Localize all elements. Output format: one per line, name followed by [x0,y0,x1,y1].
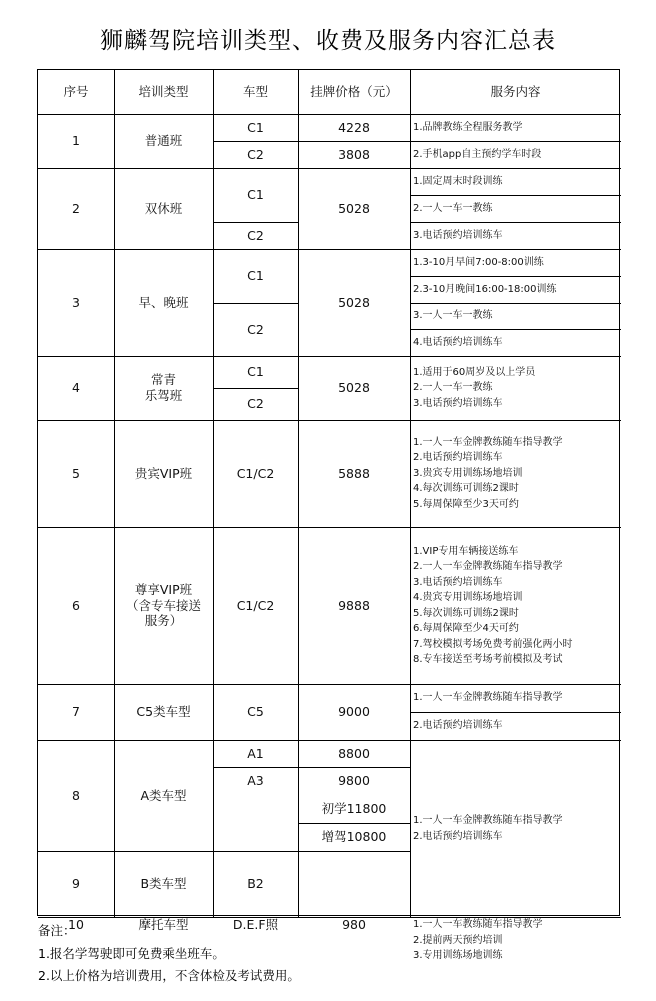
service-cell [410,527,621,684]
service-item: 7.驾校模拟考场免费考前强化两小时 [413,638,573,650]
service-item: 3.电话预约培训练车 [413,576,503,588]
grid-line [213,767,298,768]
grid-line [410,70,411,917]
price: 5028 [338,294,370,310]
service-item: 2.电话预约培训练车 [413,720,503,732]
vehicle-model: D.E.F照 [232,917,279,932]
service-item: 3.贵宾专用训练场地培训 [413,467,523,479]
training-type: C5类车型 [136,704,191,720]
row-number: 8 [72,787,80,803]
service-item: 3.电话预约培训练车 [413,229,503,241]
grid-line [38,356,621,357]
grid-line [213,141,298,142]
training-type: A类车型 [140,787,187,803]
vehicle-model: C2 [247,396,264,412]
service-item: 2.电话预约培训练车 [413,830,503,842]
row-number: 10 [68,917,84,932]
service-item: 3.专用训练场地训练 [413,950,503,961]
grid-line [38,114,621,115]
service-cell [410,740,621,917]
page-title: 狮麟驾院培训类型、收费及服务内容汇总表 [100,28,556,54]
vehicle-model: B2 [247,876,264,892]
vehicle-model: C2 [247,227,264,243]
price: 增驾10800 [321,829,387,845]
vehicle-model: A3 [247,773,264,789]
service-cell [410,222,621,249]
price: 9000 [338,704,370,720]
column-header: 培训类型 [138,84,189,100]
service-item: 4.每次训练可训练2课时 [413,483,519,495]
service-item: 2.一人一车一教练 [413,382,493,394]
service-item: 8.专车接送至考场考前模拟及考试 [413,654,563,665]
vehicle-model: A1 [247,745,264,761]
column-header: 序号 [63,84,89,100]
grid-line [410,141,621,142]
grid-line [38,740,621,741]
grid-line [38,851,410,852]
grid-line [410,303,621,304]
notes-label: 备注： [38,923,76,938]
service-cell [410,329,621,356]
vehicle-model: C1 [247,268,264,284]
vehicle-model: C1/C2 [236,465,275,481]
service-item: 1.品牌教练全程服务教学 [413,121,523,133]
service-cell [410,712,621,740]
price: 5028 [338,200,370,216]
training-type-line: 尊享VIP班 [134,582,193,598]
grid-line [298,70,299,917]
training-type: B类车型 [140,876,187,892]
service-item: 1.一人一车金牌教练随车指导教学 [413,815,563,826]
column-header: 服务内容 [490,84,541,100]
grid-line [213,70,214,917]
column-header: 挂牌价格（元） [310,84,398,100]
vehicle-model: C1 [247,364,264,380]
service-item: 1.适用于60周岁及以上学员 [413,366,536,378]
service-cell [410,276,621,303]
service-cell [410,195,621,222]
price: 9800 [338,773,370,789]
price: 4228 [338,119,370,135]
price: 9888 [338,597,370,613]
grid-line [38,249,621,250]
price: 3808 [338,146,370,162]
grid-line [38,527,621,528]
vehicle-model: C1 [247,187,264,203]
row-number: 9 [72,876,80,892]
training-type [114,527,213,684]
training-type: 普通班 [144,133,183,149]
service-item: 1.固定周末时段训练 [413,175,503,187]
grid-line [38,684,621,685]
service-cell [410,168,621,195]
vehicle-model: C5 [247,704,264,720]
service-cell [410,249,621,276]
price: 8800 [338,745,370,761]
price: 5888 [338,465,370,481]
service-item: 3.一人一车一教练 [413,310,493,322]
training-type: 双休班 [144,200,183,216]
service-item: 6.每周保障至少4天可约 [413,623,519,634]
service-item: 4.贵宾专用训练场地培训 [413,592,523,603]
grid-line [213,303,298,304]
price: 980 [342,917,366,932]
column-header: 车型 [242,84,268,100]
service-cell [410,684,621,712]
service-item: 1.一人一车金牌教练随车指导教学 [413,436,563,448]
training-type-line: 服务） [144,613,183,629]
row-number: 4 [72,380,80,396]
service-item: 1.3-10月早间7:00-8:00训练 [413,256,544,268]
grid-line [114,70,115,917]
service-cell [410,303,621,329]
price: 初学11800 [321,801,387,817]
grid-line [410,329,621,330]
notes [38,920,300,988]
service-cell [410,141,621,168]
grid-line [298,823,410,824]
grid-line [298,767,410,768]
service-item: 5.每周保障至少3天可约 [413,498,519,510]
training-type: 贵宾VIP班 [134,465,193,481]
row-number: 7 [72,704,80,720]
service-cell [410,356,621,420]
vehicle-model: C2 [247,321,264,337]
training-type: 摩托车型 [138,917,189,932]
grid-line [213,388,298,389]
service-item: 1.一人一车教练随车指导教学 [413,919,543,930]
grid-line [38,168,621,169]
price: 5028 [338,380,370,396]
note-item: 1.报名学驾驶即可免费乘坐班车。 [38,945,225,961]
service-item: 3.电话预约培训练车 [413,397,503,409]
training-type: 早、晚班 [138,294,189,310]
training-type-line: 常青 [150,372,176,388]
service-item: 2.电话预约培训练车 [413,452,503,464]
training-type-line: 乐驾班 [144,388,183,403]
grid-line [38,917,621,918]
service-item: 1.一人一车金牌教练随车指导教学 [413,692,563,704]
note-item: 2.以上价格为培训费用，不含体检及考试费用。 [38,968,300,983]
service-item: 1.VIP专用车辆接送练车 [413,545,519,557]
service-item: 5.每次训练可训练2课时 [413,607,519,619]
service-item: 2.一人一车金牌教练随车指导教学 [413,561,563,572]
vehicle-model: C2 [247,146,264,162]
service-item: 2.提前两天预约培训 [413,934,503,946]
service-item: 4.电话预约培训练车 [413,336,503,348]
service-cell [410,917,621,964]
row-number: 5 [72,465,80,481]
vehicle-model: C1/C2 [236,597,275,613]
row-number: 2 [72,200,80,216]
service-item: 2.一人一车一教练 [413,202,493,214]
grid-line [410,195,621,196]
row-number: 3 [72,294,80,310]
row-number: 6 [72,597,80,613]
grid-line [410,276,621,277]
service-item: 2.手机app自主预约学车时段 [413,148,542,160]
service-cell [410,114,621,141]
service-item: 2.3-10月晚间16:00-18:00训练 [413,283,557,295]
vehicle-model: C1 [247,119,264,135]
row-number: 1 [72,133,80,149]
training-type-line: （含专车接送 [125,597,201,613]
grid-line [38,420,621,421]
grid-line [410,222,621,223]
training-type [114,356,213,420]
grid-line [410,712,621,713]
grid-line [298,141,410,142]
grid-line [213,222,298,223]
service-cell [410,420,621,527]
